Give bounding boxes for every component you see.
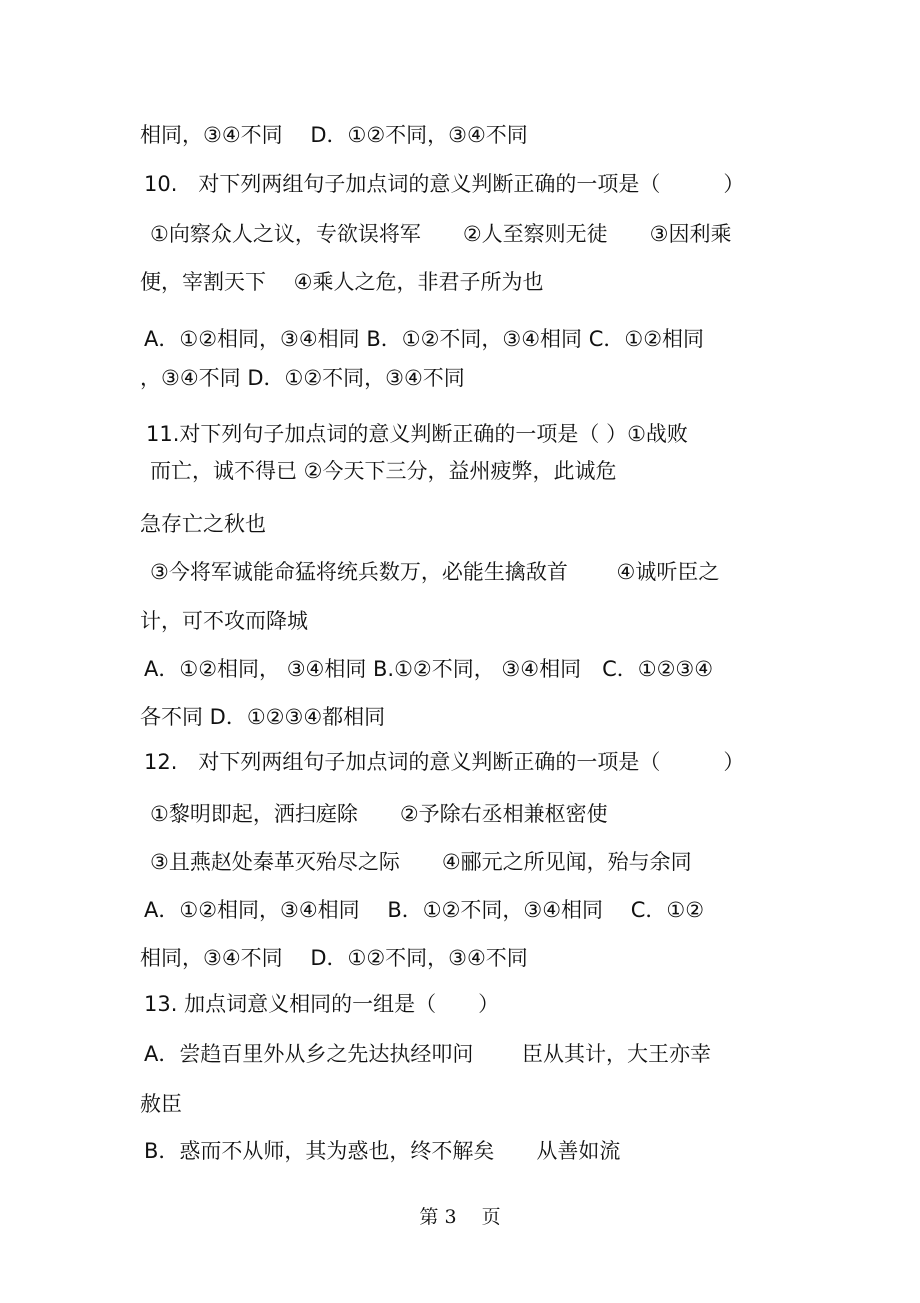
question-10-sentences-2: 便，宰割天下 ④乘人之危，非君子所为也 — [140, 270, 544, 294]
text-line-1: 相同，③④不同 D．①②不同，③④不同 — [140, 123, 528, 147]
page-number: 第 3 页 — [419, 1206, 501, 1228]
question-13-option-a-1: A．尝趋百里外从乡之先达执经叩问 臣从其计，大王亦幸 — [144, 1042, 712, 1066]
question-10-options-1: A．①②相同，③④相同 B．①②不同，③④相同 C．①②相同 — [144, 327, 705, 351]
question-11-sentences-1: 而亡，诚不得已 ②今天下三分，益州疲弊，此诚危 — [150, 459, 617, 483]
question-11-options-1: A．①②相同， ③④相同 B.①②不同， ③④相同 C．①②③④ — [144, 657, 714, 681]
question-12-sentences-1: ①黎明即起，洒扫庭除 ②予除右丞相兼枢密使 — [150, 802, 608, 826]
question-11-options-2: 各不同 D．①②③④都相同 — [140, 705, 386, 729]
question-10-sentences-1: ①向察众人之议，专欲误将军 ②人至察则无徒 ③因利乘 — [150, 222, 732, 246]
question-12-options-1: A．①②相同，③④相同 B．①②不同，③④相同 C．①② — [144, 898, 705, 922]
question-11-sentences-3: ③今将军诚能命猛将统兵数万，必能生擒敌首 ④诚听臣之 — [150, 560, 720, 584]
question-13-option-a-2: 赦臣 — [140, 1092, 182, 1116]
question-11-sentences-2: 急存亡之秋也 — [140, 512, 266, 536]
question-13-option-b: B．惑而不从师，其为惑也，终不解矣 从善如流 — [144, 1139, 621, 1163]
question-10-stem: 10. 对下列两组句子加点词的意义判断正确的一项是（ ） — [144, 172, 745, 196]
question-12-stem: 12. 对下列两组句子加点词的意义判断正确的一项是（ ） — [144, 750, 745, 774]
question-11-sentences-4: 计，可不攻而降城 — [140, 609, 308, 633]
question-11-stem: 11.对下列句子加点词的意义判断正确的一项是（ ）①战败 — [146, 422, 688, 446]
question-12-options-2: 相同，③④不同 D．①②不同，③④不同 — [140, 946, 528, 970]
question-10-options-2: ，③④不同 D．①②不同，③④不同 — [140, 366, 465, 390]
question-12-sentences-2: ③且燕赵处秦革灭殆尽之际 ④郦元之所见闻，殆与余同 — [150, 850, 692, 874]
question-13-stem: 13. 加点词意义相同的一组是（ ） — [144, 992, 500, 1016]
